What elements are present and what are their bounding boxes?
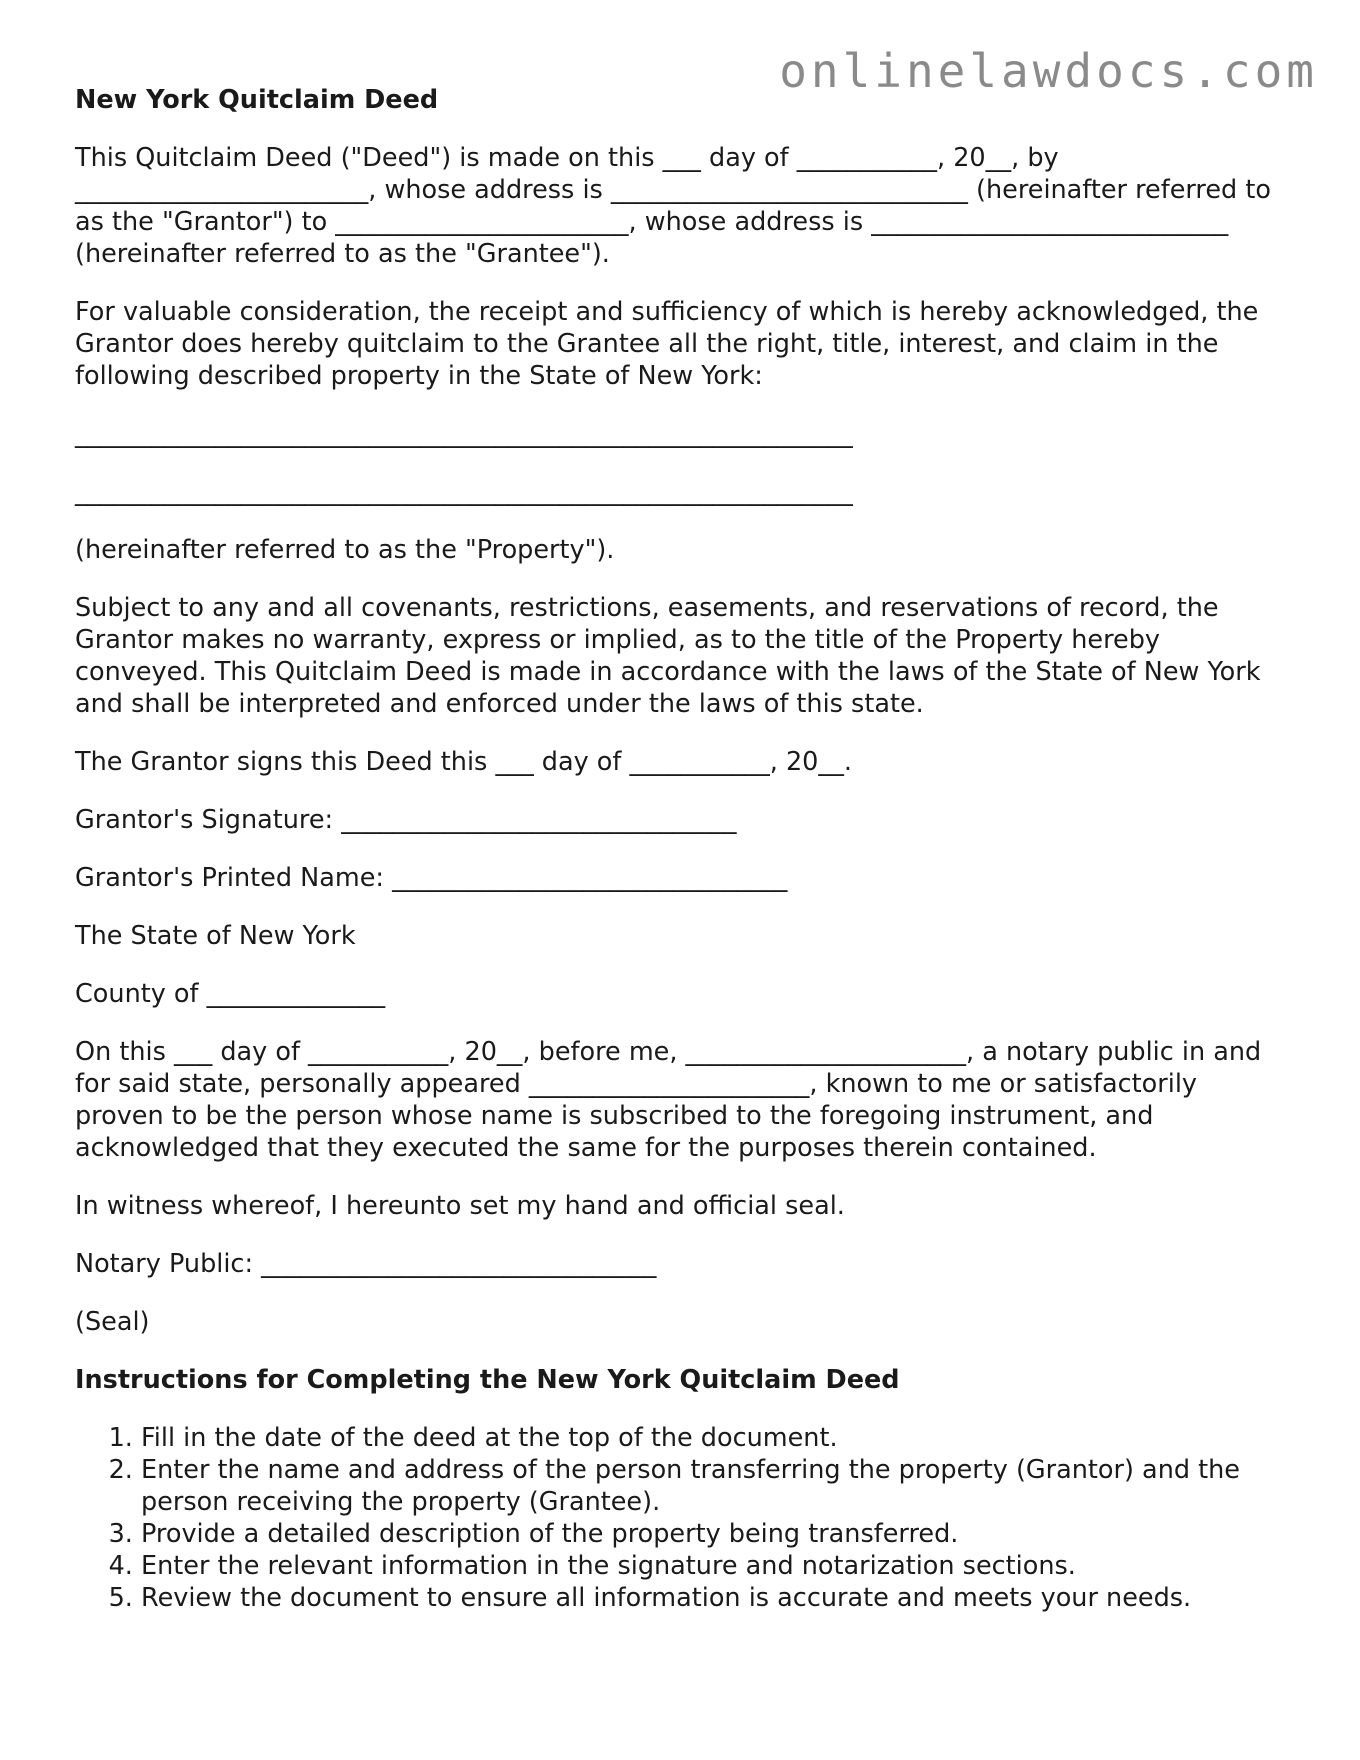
property-description-line-1: _____________________________________________________________ <box>75 419 853 449</box>
signing-date-line: The Grantor signs this Deed this ___ day of ___________, 20__. <box>75 747 853 777</box>
warranty-paragraph: Subject to any and all covenants, restrictions, easements, and reservations of record, the Grantor makes no warranty, express or implied, as to the title of the Property hereby conveyed. This Quitclaim Deed is made in accordance with the laws of the State of New York and shall be interpreted and enforced under the laws of this state. <box>75 593 1261 719</box>
instruction-item: 1. Fill in the date of the deed at the top of the document. <box>141 1422 1275 1454</box>
instructions-title: Instructions for Completing the New York Quitclaim Deed <box>75 1365 900 1395</box>
intro-paragraph: This Quitclaim Deed ("Deed") is made on this ___ day of ___________, 20__, by _______________________, whose address is ____________________________ (hereinafter referred to as the "Grantor") to _______________________, whose address is ____________________________ (hereinafter referred to as the "Grantee"). <box>75 143 1271 269</box>
consideration-paragraph: For valuable consideration, the receipt and sufficiency of which is hereby acknowledged, the Grantor does hereby quitclaim to the Grantee all the right, title, interest, and claim in the following described property in the State of New York: <box>75 297 1259 391</box>
property-description-line-2: _____________________________________________________________ <box>75 477 853 507</box>
notary-acknowledgment-paragraph: On this ___ day of ___________, 20__, before me, ______________________, a notary public in and for said state, personally appeared ______________________, known to me or satisfactorily proven to be the person whose name is subscribed to the foregoing instrument, and acknowledged that they executed the same for the purposes therein contained. <box>75 1037 1262 1163</box>
instruction-item: 5. Review the document to ensure all information is accurate and meets your needs. <box>141 1582 1275 1614</box>
instructions-list <box>75 1422 1275 1614</box>
grantor-signature-line: Grantor's Signature: _______________________________ <box>75 805 737 835</box>
notary-signature-line: Notary Public: _______________________________ <box>75 1249 657 1279</box>
instruction-item: 2. Enter the name and address of the person transferring the property (Grantor) and the person receiving the property (Grantee). <box>141 1454 1275 1518</box>
county-line: County of ______________ <box>75 979 386 1009</box>
document-title: New York Quitclaim Deed <box>75 85 439 115</box>
watermark: onlinelawdocs.com <box>779 44 1318 98</box>
property-reference: (hereinafter referred to as the "Property"). <box>75 535 615 565</box>
document-body <box>75 84 1275 1614</box>
seal-label: (Seal) <box>75 1307 150 1337</box>
grantor-printed-name-line: Grantor's Printed Name: _______________________________ <box>75 863 788 893</box>
instruction-item: 3. Provide a detailed description of the property being transferred. <box>141 1518 1275 1550</box>
witness-line: In witness whereof, I hereunto set my hand and official seal. <box>75 1191 845 1221</box>
instruction-item: 4. Enter the relevant information in the signature and notarization sections. <box>141 1550 1275 1582</box>
state-line: The State of New York <box>75 921 356 951</box>
